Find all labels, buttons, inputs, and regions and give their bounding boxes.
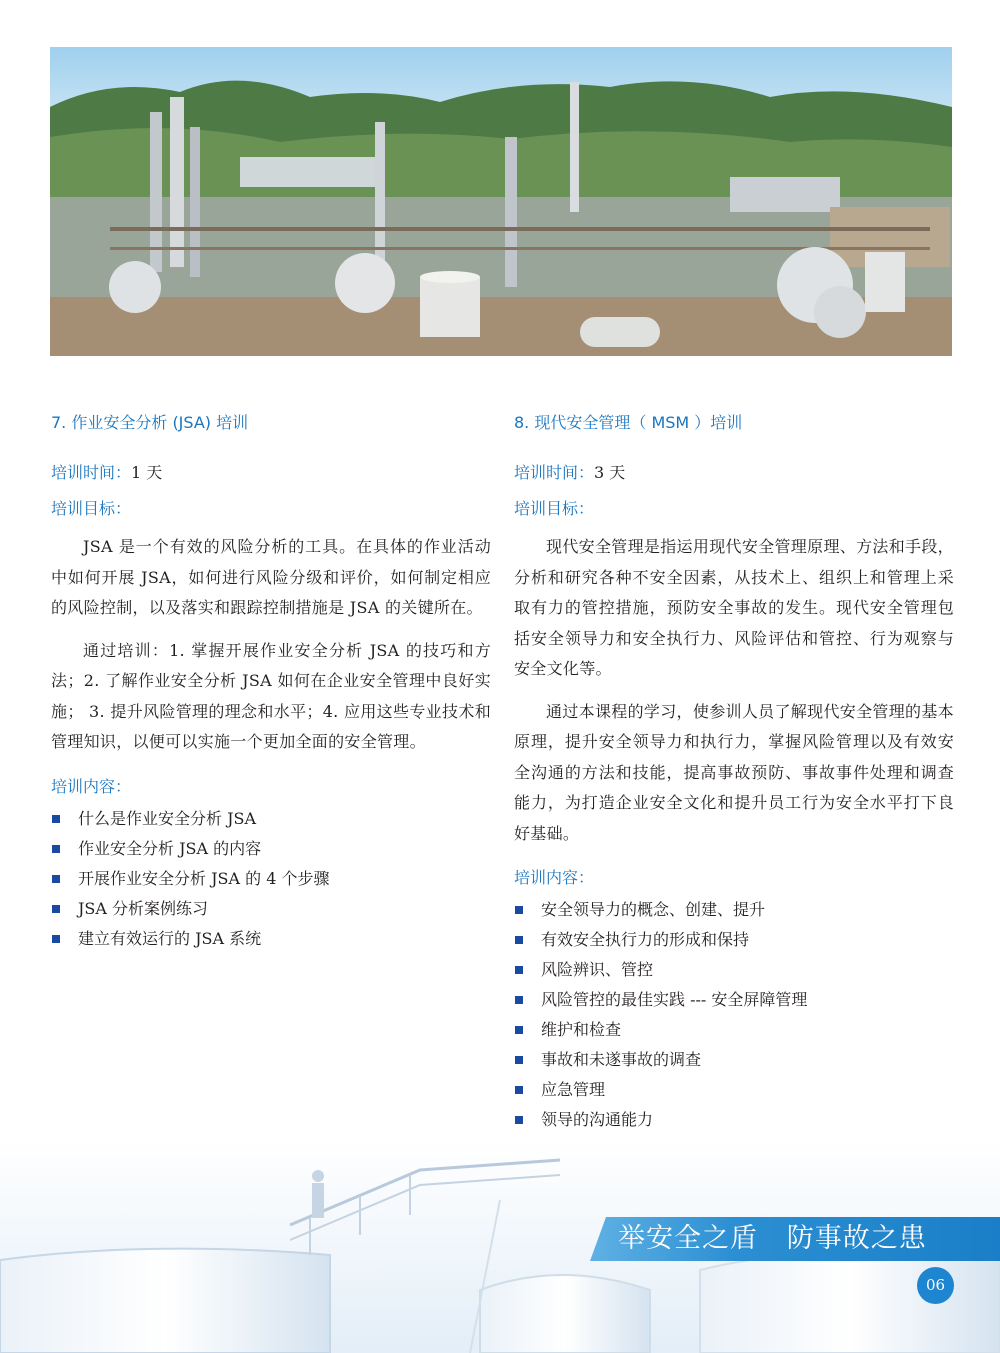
list-item-text: 什么是作业安全分析 JSA [78, 808, 257, 828]
square-bullet-icon [515, 1116, 523, 1124]
square-bullet-icon [515, 966, 523, 974]
list-item-text: 事故和未遂事故的调查 [541, 1050, 702, 1069]
list-item-text: 安全领导力的概念、创建、提升 [541, 900, 766, 919]
jsa-content-list [51, 804, 491, 954]
square-bullet-icon [515, 1026, 523, 1034]
list-item [514, 955, 954, 985]
jsa-section [51, 410, 491, 954]
refinery-illustration [50, 47, 952, 356]
msm-time-label: 培训时间： [514, 463, 595, 482]
msm-goal-label-line [514, 496, 954, 522]
list-item-text: 领导的沟通能力 [541, 1110, 654, 1129]
square-bullet-icon [515, 1056, 523, 1064]
list-item [51, 924, 491, 954]
msm-content-list [514, 895, 954, 1165]
msm-section [514, 410, 954, 1165]
msm-paragraph: 现代安全管理是指运用现代安全管理原理、方法和手段，分析和研究各种不安全因素，从技术上、组织上和管理上采取有力的管控措施，预防安全事故的发生。现代安全管理包括安全领导力和安全执行力、风险评估和管控、行为观察与安全文化等。 [514, 537, 954, 678]
list-item-text: 开展作业安全分析 JSA 的 4 个步骤 [78, 868, 330, 888]
list-item [51, 804, 491, 834]
msm-time-value: 3 天 [594, 463, 626, 482]
list-item [514, 895, 954, 925]
list-item-text: JSA 分析案例练习 [78, 898, 209, 918]
square-bullet-icon [52, 875, 60, 883]
jsa-goal-label-line [51, 496, 491, 522]
jsa-time-label: 培训时间： [51, 463, 132, 482]
list-item [51, 864, 491, 894]
msm-paragraph: 通过本课程的学习，使参训人员了解现代安全管理的基本原理，提升安全领导力和执行力，掌握风险管理以及有效安全沟通的方法和技能，提高事故预防、事故事件处理和调查能力，为打造企业安全文化和提升员工行为安全水平打下良好基础。 [514, 701, 954, 843]
msm-time [514, 460, 954, 486]
msm-goal-label: 培训目标： [514, 499, 595, 518]
list-item [514, 985, 954, 1015]
list-item-text: 应急管理 [541, 1080, 606, 1099]
msm-title: 8. 现代安全管理（ MSM ）培训 [514, 413, 743, 432]
square-bullet-icon [52, 905, 60, 913]
jsa-paragraph: JSA 是一个有效的风险分析的工具。在具体的作业活动中如何开展 JSA，如何进行风险分级和评价，如何制定相应的风险控制，以及落实和跟踪控制措施是 JSA 的关键所在。 [51, 537, 491, 617]
square-bullet-icon [52, 815, 60, 823]
msm-content-label-line [514, 865, 954, 891]
list-item-text: 建立有效运行的 JSA 系统 [78, 928, 262, 948]
square-bullet-icon [52, 935, 60, 943]
list-item [51, 834, 491, 864]
list-item-text: 有效安全执行力的形成和保持 [541, 930, 750, 949]
jsa-time-value: 1 天 [131, 463, 163, 482]
list-item-text: 作业安全分析 JSA 的内容 [78, 838, 262, 858]
list-item [514, 1045, 954, 1075]
jsa-content-label-line [51, 774, 491, 800]
square-bullet-icon [515, 1086, 523, 1094]
slogan-text: 举安全之盾 防事故之患 [618, 1223, 927, 1254]
jsa-content-label: 培训内容： [51, 776, 132, 796]
jsa-time [51, 460, 491, 486]
list-item [514, 1075, 954, 1105]
page-number: 06 [917, 1267, 954, 1304]
square-bullet-icon [52, 845, 60, 853]
list-item [514, 1105, 954, 1135]
jsa-goal-label: 培训目标： [51, 499, 132, 518]
list-item [514, 1015, 954, 1045]
list-item [51, 894, 491, 924]
msm-content-label: 培训内容： [514, 868, 595, 887]
list-item-text: 风险管控的最佳实践 --- 安全屏障管理 [541, 990, 808, 1009]
square-bullet-icon [515, 906, 523, 914]
square-bullet-icon [515, 936, 523, 944]
list-item-text: 维护和检查 [541, 1020, 622, 1039]
list-item-text: 风险辨识、管控 [541, 960, 654, 979]
jsa-paragraph: 通过培训：1. 掌握开展作业安全分析 JSA 的技巧和方法；2. 了解作业安全分析 JSA 如何在企业安全管理中良好实施； 3. 提升风险管理的理念和水平；4. 应用这些专业技术和管理知识，以便可以实施一个更加全面的安全管理。 [51, 640, 491, 751]
square-bullet-icon [515, 996, 523, 1004]
jsa-title: 7. 作业安全分析 (JSA) 培训 [51, 413, 249, 432]
refinery-photo [50, 47, 952, 356]
list-item [514, 925, 954, 955]
